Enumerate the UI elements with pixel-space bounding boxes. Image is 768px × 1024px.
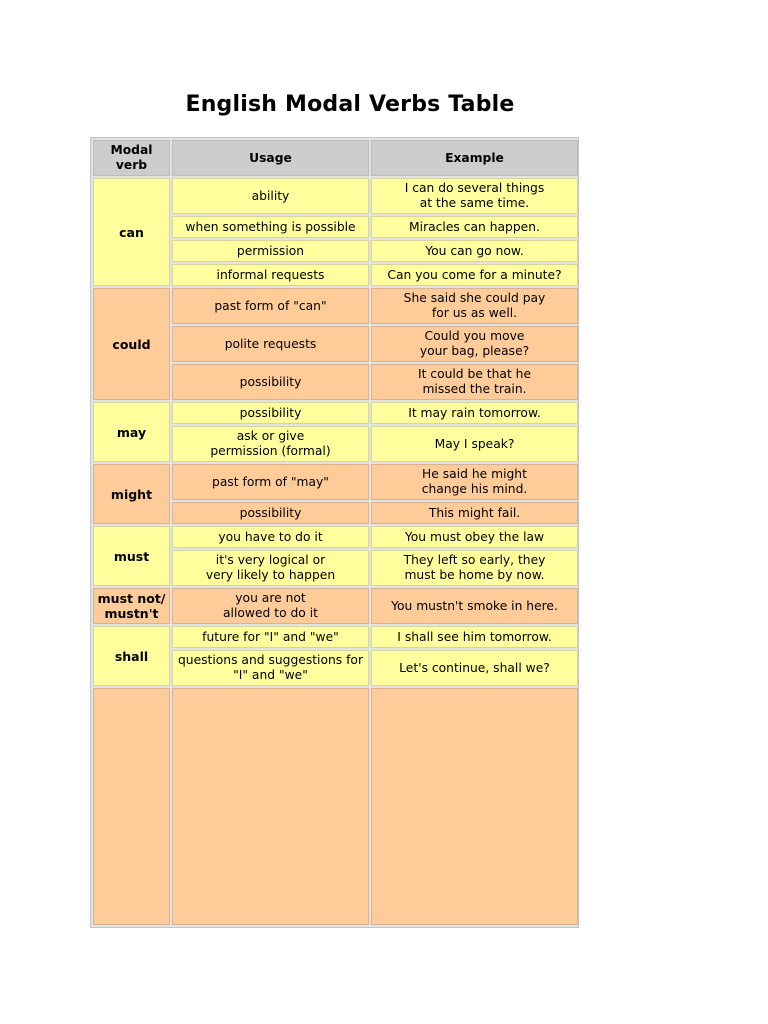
- usage-cell: past form of "can": [172, 288, 369, 324]
- usage-cell: you have to do it: [172, 526, 369, 548]
- example-cell: He said he might change his mind.: [371, 464, 578, 500]
- example-cell: You must obey the law: [371, 526, 578, 548]
- example-cell: I can do several things at the same time.: [371, 178, 578, 214]
- verb-can: can: [93, 178, 170, 286]
- usage-cell: permission: [172, 240, 369, 262]
- usage-cell: polite requests: [172, 326, 369, 362]
- usage-cell: questions and suggestions for "I" and "we": [172, 650, 369, 686]
- example-cell: She said she could pay for us as well.: [371, 288, 578, 324]
- example-cell: Could you move your bag, please?: [371, 326, 578, 362]
- example-cell: Can you come for a minute?: [371, 264, 578, 286]
- usage-cell: informal requests: [172, 264, 369, 286]
- usage-cell: ability: [172, 178, 369, 214]
- usage-cell: it's very logical or very likely to happen: [172, 550, 369, 586]
- verb-might: might: [93, 464, 170, 524]
- header-example: Example: [371, 140, 578, 176]
- example-cell: Let's continue, shall we?: [371, 650, 578, 686]
- example-cell: I shall see him tomorrow.: [371, 626, 578, 648]
- usage-cell: possibility: [172, 402, 369, 424]
- usage-cell: you are not allowed to do it: [172, 588, 369, 624]
- verb-shall: shall: [93, 626, 170, 686]
- usage-cell: possibility: [172, 502, 369, 524]
- example-cell: You mustn't smoke in here.: [371, 588, 578, 624]
- example-cell: It may rain tomorrow.: [371, 402, 578, 424]
- example-cell: This might fail.: [371, 502, 578, 524]
- example-cell: Miracles can happen.: [371, 216, 578, 238]
- example-cell: May I speak?: [371, 426, 578, 462]
- verb-may: may: [93, 402, 170, 462]
- modal-verbs-table: [90, 137, 579, 928]
- empty-cell: [172, 688, 369, 925]
- verb-could: could: [93, 288, 170, 400]
- empty-cell: [93, 688, 170, 925]
- usage-cell: ask or give permission (formal): [172, 426, 369, 462]
- verb-must: must: [93, 526, 170, 586]
- usage-cell: possibility: [172, 364, 369, 400]
- empty-cell: [371, 688, 578, 925]
- verb-must-not: must not/ mustn't: [93, 588, 170, 624]
- example-cell: It could be that he missed the train.: [371, 364, 578, 400]
- header-usage: Usage: [172, 140, 369, 176]
- usage-cell: past form of "may": [172, 464, 369, 500]
- example-cell: You can go now.: [371, 240, 578, 262]
- usage-cell: when something is possible: [172, 216, 369, 238]
- example-cell: They left so early, they must be home by now.: [371, 550, 578, 586]
- usage-cell: future for "I" and "we": [172, 626, 369, 648]
- header-modal-verb: Modal verb: [93, 140, 170, 176]
- page-title: English Modal Verbs Table: [185, 92, 515, 117]
